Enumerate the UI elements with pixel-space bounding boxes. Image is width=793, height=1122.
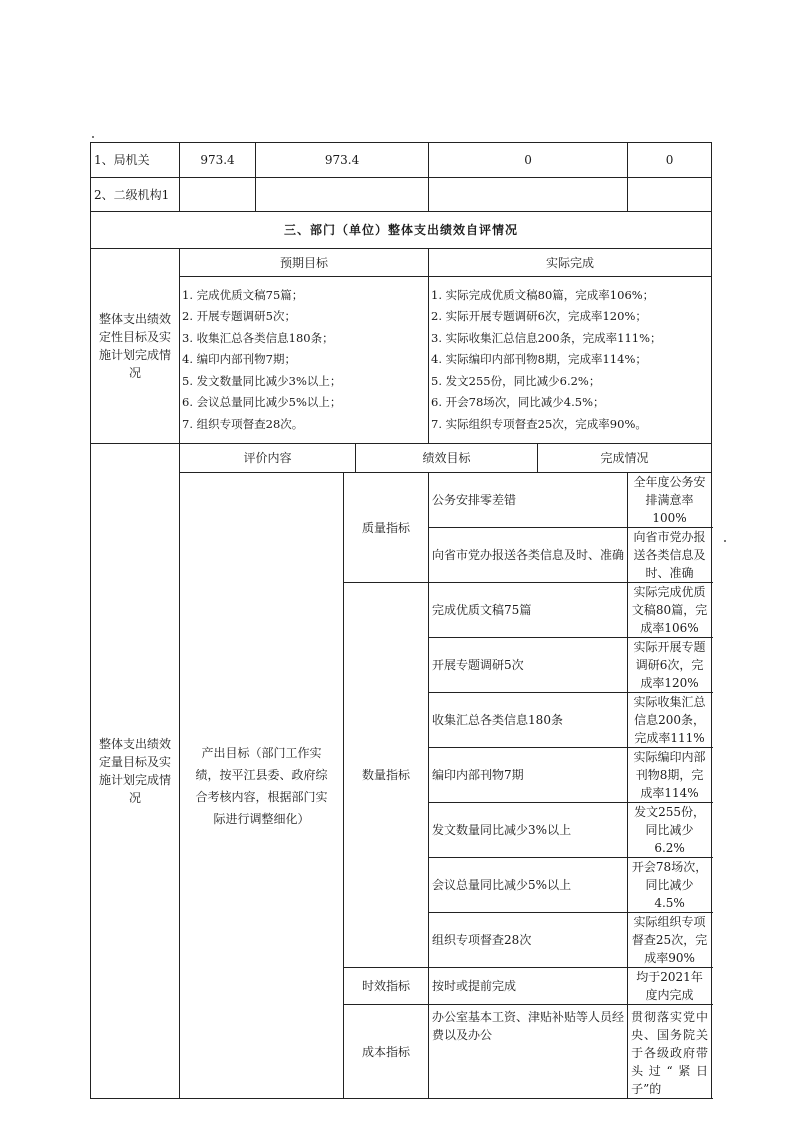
quantity-target: 组织专项督查28次 — [429, 913, 628, 968]
output-goal: 产出目标（部门工作实绩，按平江县委、政府综合考核内容，根据部门实际进行调整细化） — [180, 473, 344, 1099]
quantity-result: 发文255份，同比减少6.2% — [628, 803, 712, 858]
result-header: 完成情况 — [538, 444, 712, 473]
performance-table — [90, 142, 712, 1099]
quantity-target: 会议总量同比减少5%以上 — [429, 858, 628, 913]
quantity-result: 实际开展专题调研6次，完成率120% — [628, 638, 712, 693]
expected-item: 1. 完成优质文稿75篇； — [182, 287, 304, 302]
budget-cell: 0 — [628, 143, 712, 178]
quantity-target: 发文数量同比减少3%以上 — [429, 803, 628, 858]
quantity-result: 实际收集汇总信息200条，完成率111% — [628, 693, 712, 748]
actual-item: 4. 实际编印内部刊物8期，完成率114%； — [431, 352, 647, 367]
quantity-indicator-label: 数量指标 — [344, 583, 429, 968]
budget-cell — [429, 178, 628, 212]
budget-cell — [256, 178, 429, 212]
budget-cell: 0 — [429, 143, 628, 178]
quantity-target: 收集汇总各类信息180条 — [429, 693, 628, 748]
quantity-result: 开会78场次，同比减少4.5% — [628, 858, 712, 913]
quality-result: 全年度公务安排满意率100% — [628, 473, 712, 528]
expected-header: 预期目标 — [180, 249, 429, 277]
actual-header: 实际完成 — [429, 249, 712, 277]
quantity-result: 实际编印内部刊物8期，完成率114% — [628, 748, 712, 803]
actual-item: 1. 实际完成优质文稿80篇，完成率106%； — [431, 287, 655, 302]
quantity-target: 编印内部刊物7期 — [429, 748, 628, 803]
cost-indicator-label: 成本指标 — [344, 1005, 429, 1099]
quantity-result: 实际组织专项督查25次，完成率90% — [628, 913, 712, 968]
quality-result: 向省市党办报送各类信息及时、准确 — [628, 528, 712, 583]
scan-dot — [724, 540, 726, 542]
target-header: 绩效目标 — [356, 444, 538, 473]
timeliness-result: 均于2021年度内完成 — [628, 968, 712, 1005]
budget-cell — [180, 178, 256, 212]
budget-cell — [628, 178, 712, 212]
expected-item: 6. 会议总量同比减少5%以上； — [182, 395, 342, 410]
actual-item: 7. 实际组织专项督查25次，完成率90%。 — [431, 416, 647, 431]
actual-item: 3. 实际收集汇总信息200条，完成率111%； — [431, 330, 662, 345]
budget-row — [91, 143, 712, 178]
budget-row — [91, 178, 712, 212]
quantity-target: 开展专题调研5次 — [429, 638, 628, 693]
expected-list — [180, 277, 429, 444]
expected-item: 3. 收集汇总各类信息180条； — [182, 330, 334, 345]
quality-target: 向省市党办报送各类信息及时、准确 — [429, 528, 628, 583]
quality-target: 公务安排零差错 — [429, 473, 628, 528]
qualitative-row-label: 整体支出绩效定性目标及实施计划完成情况 — [91, 249, 180, 444]
quality-indicator-label: 质量指标 — [344, 473, 429, 583]
expected-item: 4. 编印内部刊物7期； — [182, 352, 296, 367]
actual-item: 2. 实际开展专题调研6次，完成率120%； — [431, 309, 647, 324]
budget-row-name: 1、局机关 — [91, 143, 180, 178]
budget-cell: 973.4 — [180, 143, 256, 178]
expected-item: 2. 开展专题调研5次； — [182, 309, 296, 324]
expected-item: 5. 发文数量同比减少3%以上； — [182, 373, 342, 388]
content-header: 评价内容 — [180, 444, 356, 473]
scan-dot — [92, 136, 94, 138]
quantity-result: 实际完成优质文稿80篇，完成率106% — [628, 583, 712, 638]
cost-result: 贯彻落实党中央、国务院关于各级政府带头过“紧日子”的 — [628, 1005, 712, 1099]
timeliness-target: 按时或提前完成 — [429, 968, 628, 1005]
budget-cell: 973.4 — [256, 143, 429, 178]
cost-target: 办公室基本工资、津贴补贴等人员经费以及办公 — [429, 1005, 628, 1099]
expected-item: 7. 组织专项督查28次。 — [182, 416, 304, 431]
section-title: 三、部门（单位）整体支出绩效自评情况 — [91, 212, 712, 249]
actual-list — [429, 277, 712, 444]
timeliness-indicator-label: 时效指标 — [344, 968, 429, 1005]
quantitative-row-label: 整体支出绩效定量目标及实施计划完成情况 — [91, 444, 180, 1099]
actual-item: 6. 开会78场次，同比减少4.5%； — [431, 395, 605, 410]
actual-item: 5. 发文255份，同比减少6.2%； — [431, 373, 601, 388]
quantity-target: 完成优质文稿75篇 — [429, 583, 628, 638]
budget-row-name: 2、二级机构1 — [91, 178, 180, 212]
